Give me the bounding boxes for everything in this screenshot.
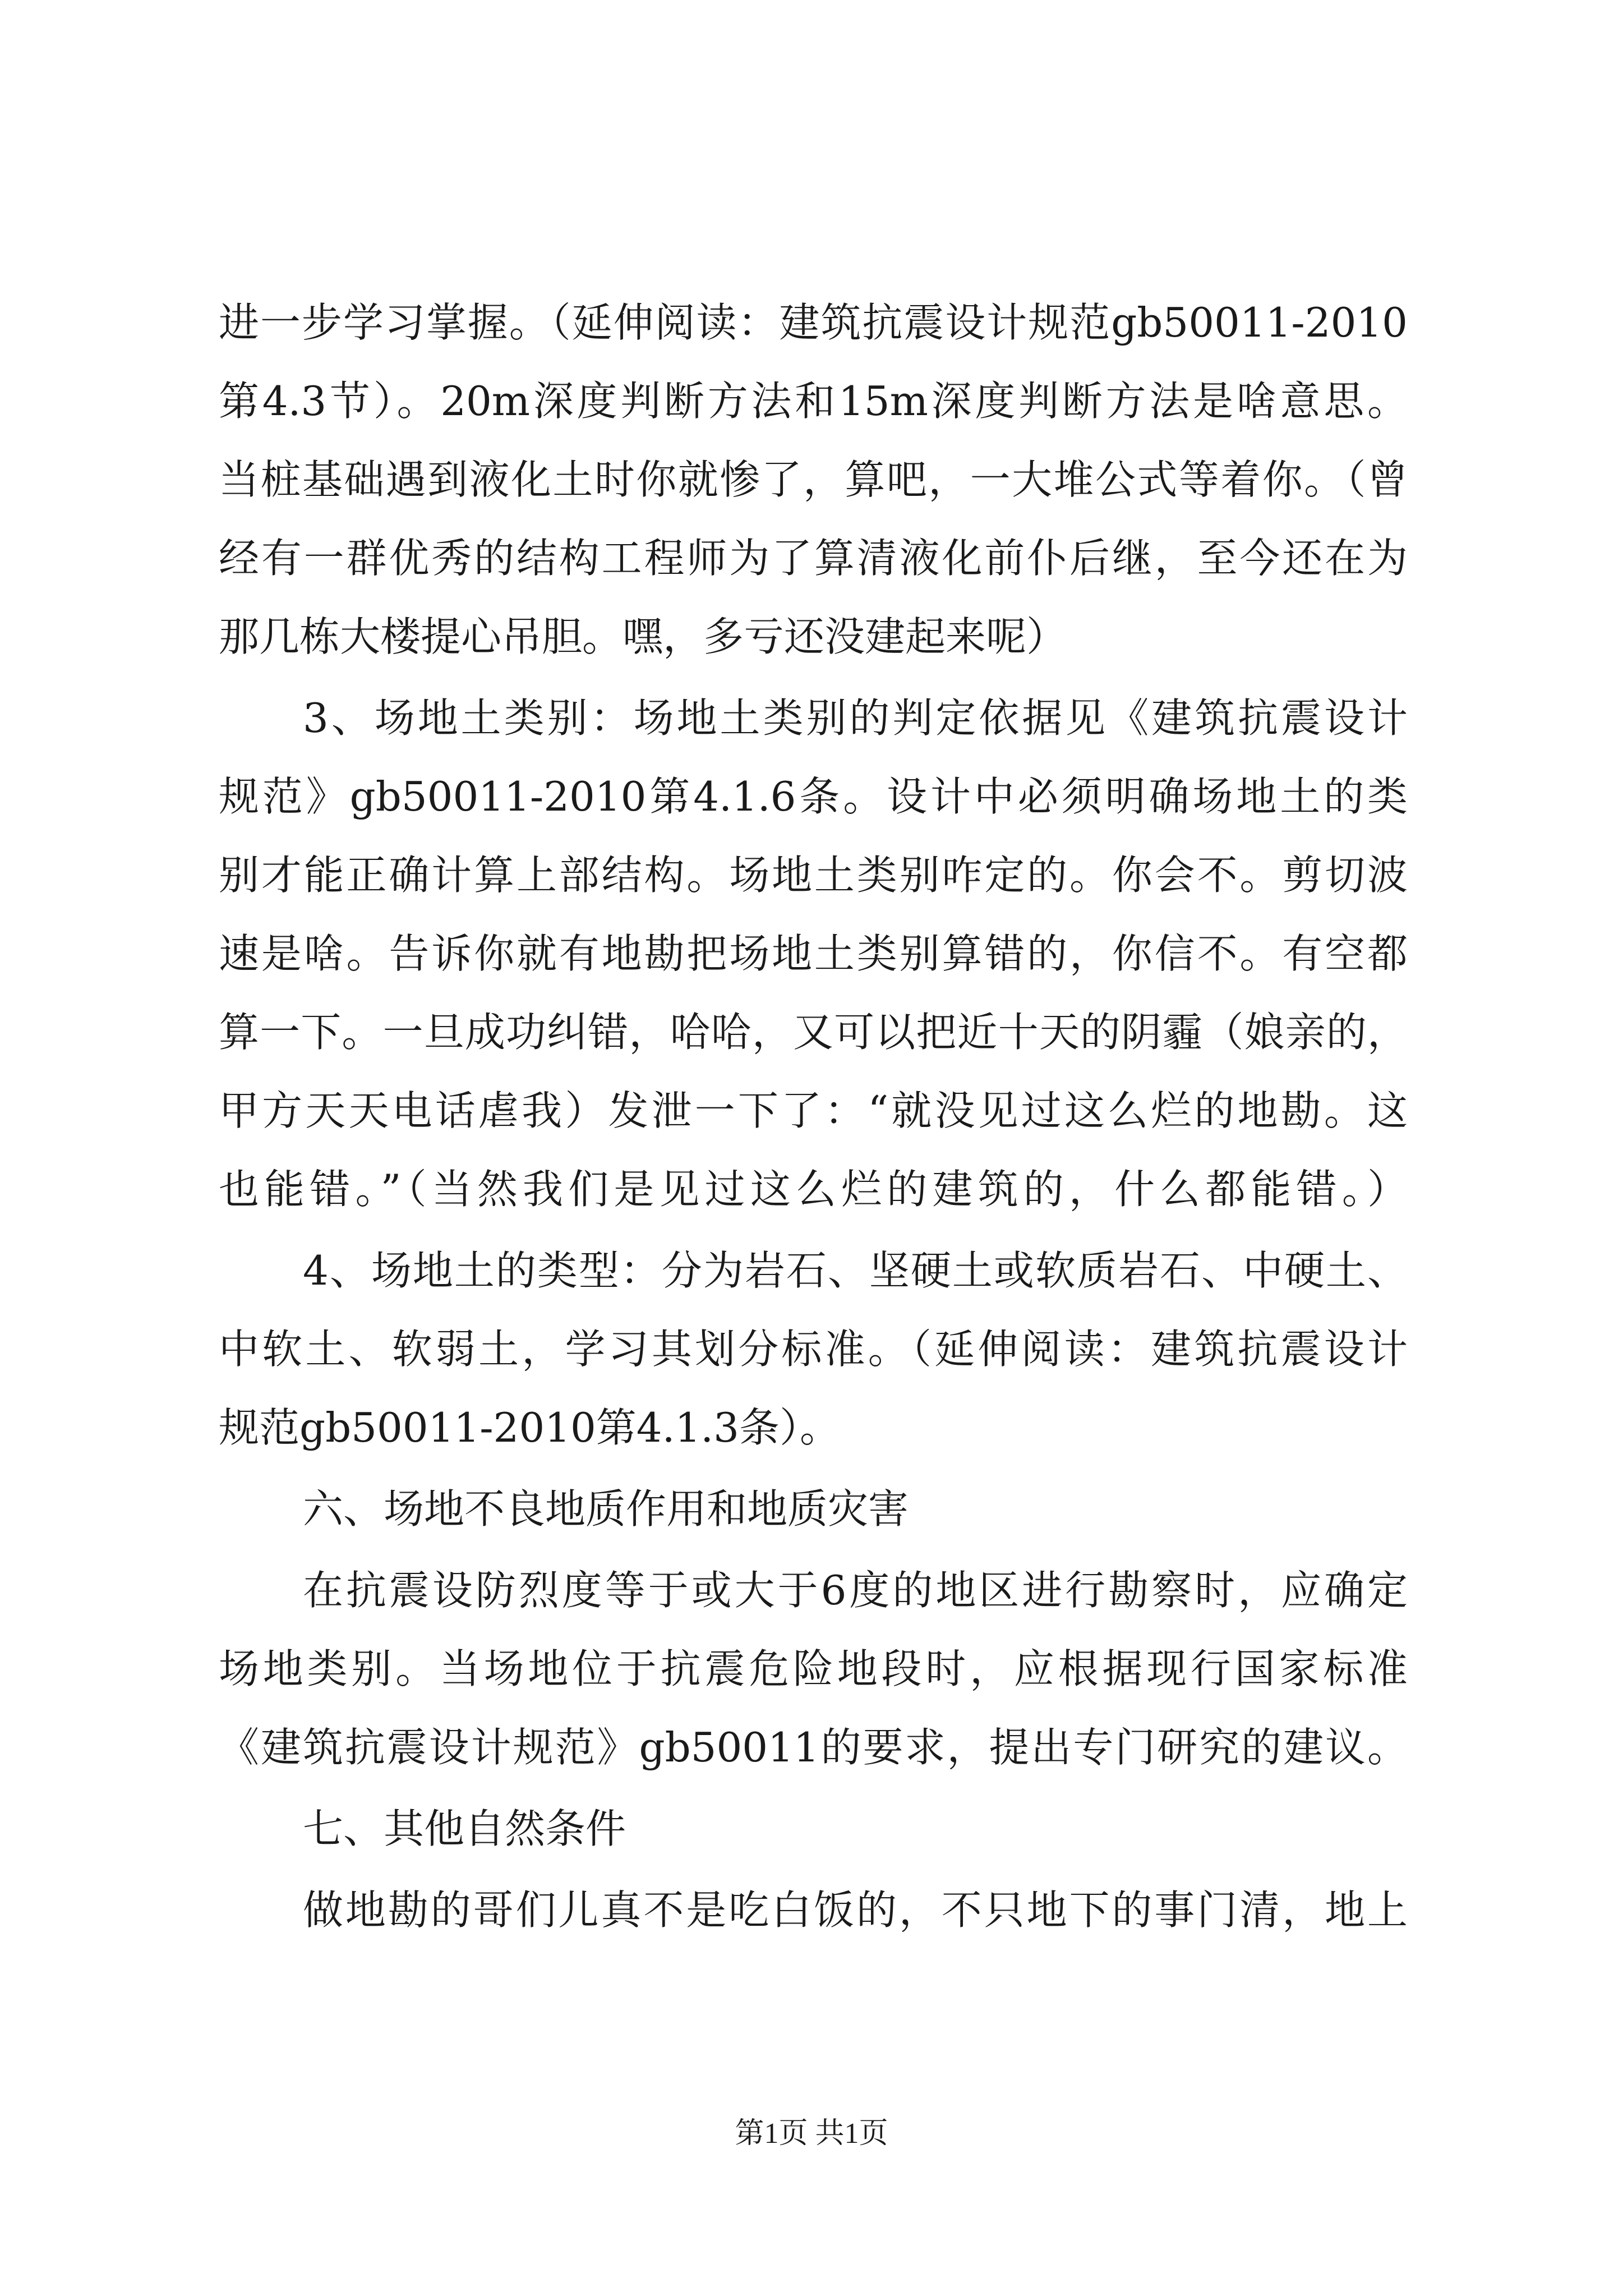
text-line: 第4.3节）。20m深度判断方法和15m深度判断方法是啥意思。 [219, 378, 1408, 425]
text-line: 当桩基础遇到液化土时你就惨了，算吧，一大堆公式等着你。（曾 [219, 456, 1408, 503]
text-line: 《建筑抗震设计规范》gb50011的要求，提出专门研究的建议。 [219, 1724, 1408, 1771]
text-line: 别才能正确计算上部结构。场地土类别咋定的。你会不。剪切波 [219, 852, 1408, 899]
paragraph-start-line: 做地勘的哥们儿真不是吃白饭的，不只地下的事门清，地上 [303, 1887, 1408, 1934]
text-line: 甲方天天电话虐我）发泄一下了：“就没见过这么烂的地勘。这 [219, 1087, 1408, 1134]
text-line: 也能错。”（当然我们是见过这么烂的建筑的，什么都能错。） [219, 1166, 1408, 1213]
section-heading: 六、场地不良地质作用和地质灾害 [303, 1485, 909, 1533]
text-line: 经有一群优秀的结构工程师为了算清液化前仆后继，至今还在为 [219, 535, 1408, 582]
text-line: 进一步学习掌握。（延伸阅读：建筑抗震设计规范gb50011-2010 [219, 299, 1408, 346]
text-line: 规范gb50011-2010第4.1.3条）。 [219, 1404, 840, 1451]
text-line: 算一下。一旦成功纠错，哈哈，又可以把近十天的阴霾（娘亲的， [219, 1009, 1408, 1056]
text-line: 速是啥。告诉你就有地勘把场地土类别算错的，你信不。有空都 [219, 930, 1408, 977]
section-heading: 七、其他自然条件 [303, 1805, 626, 1852]
text-line: 规范》gb50011-2010第4.1.6条。设计中必须明确场地土的类 [219, 773, 1408, 820]
page-footer: 第1页 共1页 [735, 2118, 888, 2150]
text-line: 场地类别。当场地位于抗震危险地段时，应根据现行国家标准 [219, 1645, 1408, 1692]
text-line: 中软土、软弱土，学习其划分标准。（延伸阅读：建筑抗震设计 [219, 1326, 1408, 1373]
text-line: 那几栋大楼提心吊胆。嘿，多亏还没建起来呢） [219, 613, 1067, 660]
paragraph-start-line: 在抗震设防烈度等于或大于6度的地区进行勘察时，应确定 [303, 1567, 1408, 1614]
paragraph-start-line: 4、场地土的类型：分为岩石、坚硬土或软质岩石、中硬土、 [303, 1247, 1408, 1294]
paragraph-start-line: 3、场地土类别：场地土类别的判定依据见《建筑抗震设计 [303, 694, 1408, 742]
